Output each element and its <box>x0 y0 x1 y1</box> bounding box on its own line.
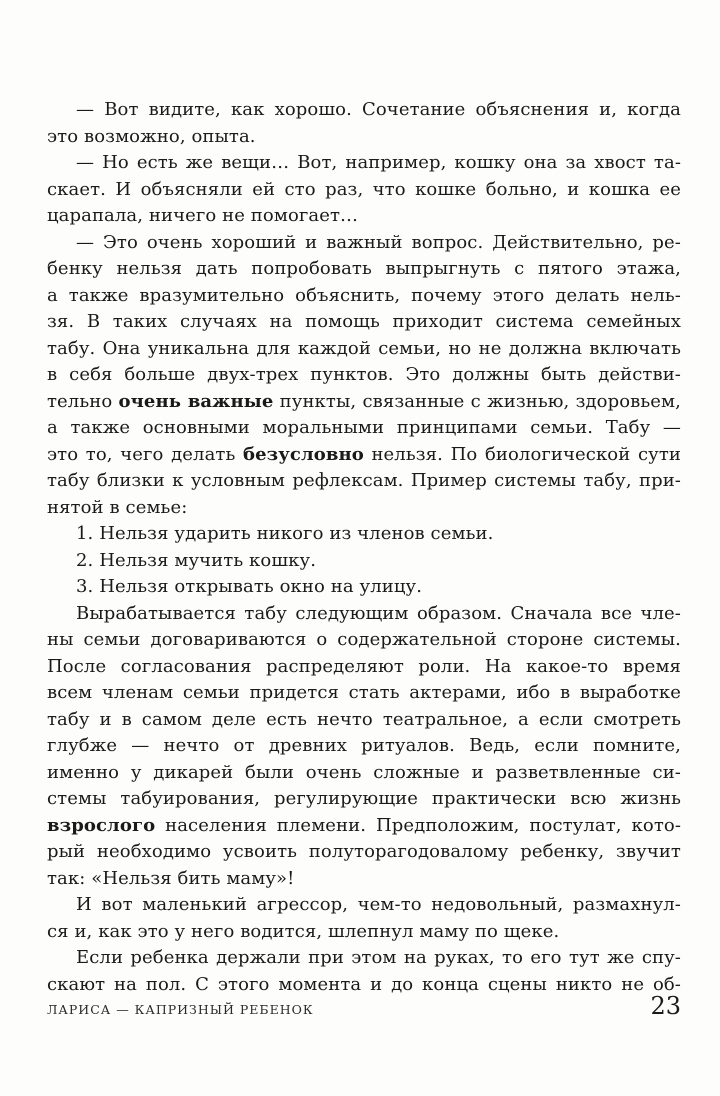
text-line: — Но есть же вещи… Вот, например, кошку она за хвост та- <box>76 152 681 173</box>
list-item: 1. Нельзя ударить никого из членов семьи. <box>76 523 494 544</box>
text-line: всем членам семьи придется стать актерами, ибо в выработке <box>47 682 681 703</box>
text-run: населения племени. Предположим, постулат, кото- <box>155 814 681 836</box>
text-line: нятой в семье: <box>47 496 188 518</box>
text-line: а также вразумительно объяснить, почему этого делать нель- <box>47 284 681 306</box>
list-item: 3. Нельзя открывать окно на улицу. <box>76 576 423 597</box>
text-line <box>47 389 681 416</box>
page-number: 23 <box>650 992 681 1020</box>
text-line: в себя больше двух-трех пунктов. Это должны быть действи- <box>47 364 681 385</box>
text-line: — Вот видите, как хорошо. Сочетание объяснения и, когда <box>76 99 681 120</box>
text-line: ся и, как это у него водится, шлепнул маму по щеке. <box>47 920 560 942</box>
text-line: — Это очень хороший и важный вопрос. Действительно, ре- <box>76 231 681 253</box>
emphasis-text: безусловно <box>243 443 364 465</box>
text-run: нельзя. По биологической сути <box>363 443 681 465</box>
emphasis-text: очень важные <box>118 390 274 412</box>
text-line: бенку нельзя дать попробовать выпрыгнуть с пятого этажа, <box>47 258 681 279</box>
text-line: глубже — нечто от древних ритуалов. Ведь, если помните, <box>47 735 681 756</box>
text-run: это то, чего делать <box>47 443 244 465</box>
text-line: царапала, ничего не помогает… <box>47 205 359 226</box>
text-line: После согласования распределяют роли. На какое-то время <box>47 655 681 677</box>
text-line: Вырабатывается табу следующим образом. Сначала все чле- <box>76 602 681 624</box>
text-line: Если ребенка держали при этом на руках, то его тут же спу- <box>76 947 681 968</box>
text-line <box>47 813 681 840</box>
text-line: ны семьи договариваются о содержательной стороне системы. <box>47 629 681 650</box>
text-line: скает. И объясняли ей сто раз, что кошке больно, и кошка ее <box>47 178 681 200</box>
list-item: 2. Нельзя мучить кошку. <box>76 549 317 571</box>
text-line: табу близки к условным рефлексам. Пример системы табу, при- <box>47 470 681 491</box>
text-line: зя. В таких случаях на помощь приходит система семейных <box>47 311 681 332</box>
text-line: скают на пол. С этого момента и до конца сцены никто не об- <box>47 973 681 995</box>
body-text <box>47 97 681 998</box>
text-line: так: «Нельзя бить маму»! <box>47 867 295 889</box>
emphasis-text: взрослого <box>47 814 156 836</box>
text-line: табу. Она уникальна для каждой семьи, но не должна включать <box>47 337 681 359</box>
text-line: табу и в самом деле есть нечто театральное, а если смотреть <box>47 708 681 730</box>
text-line: стемы табуирования, регулирующие практически всю жизнь <box>47 788 681 809</box>
text-line: именно у дикарей были очень сложные и разветвленные си- <box>47 761 681 783</box>
text-line: а также основными моральными принципами семьи. Табу — <box>47 417 681 438</box>
text-line <box>47 442 681 469</box>
running-title: ЛАРИСА — КАПРИЗНЫЙ РЕБЕНОК <box>47 1002 314 1017</box>
text-line: И вот маленький агрессор, чем-то недовольный, размахнул- <box>76 894 681 915</box>
text-run: пункты, связанные с жизнью, здоровьем, <box>273 390 681 412</box>
text-line: рый необходимо усвоить полуторагодовалому ребенку, звучит <box>47 841 681 862</box>
text-line: это возможно, опыта. <box>47 125 256 147</box>
text-run: тельно <box>47 390 119 412</box>
